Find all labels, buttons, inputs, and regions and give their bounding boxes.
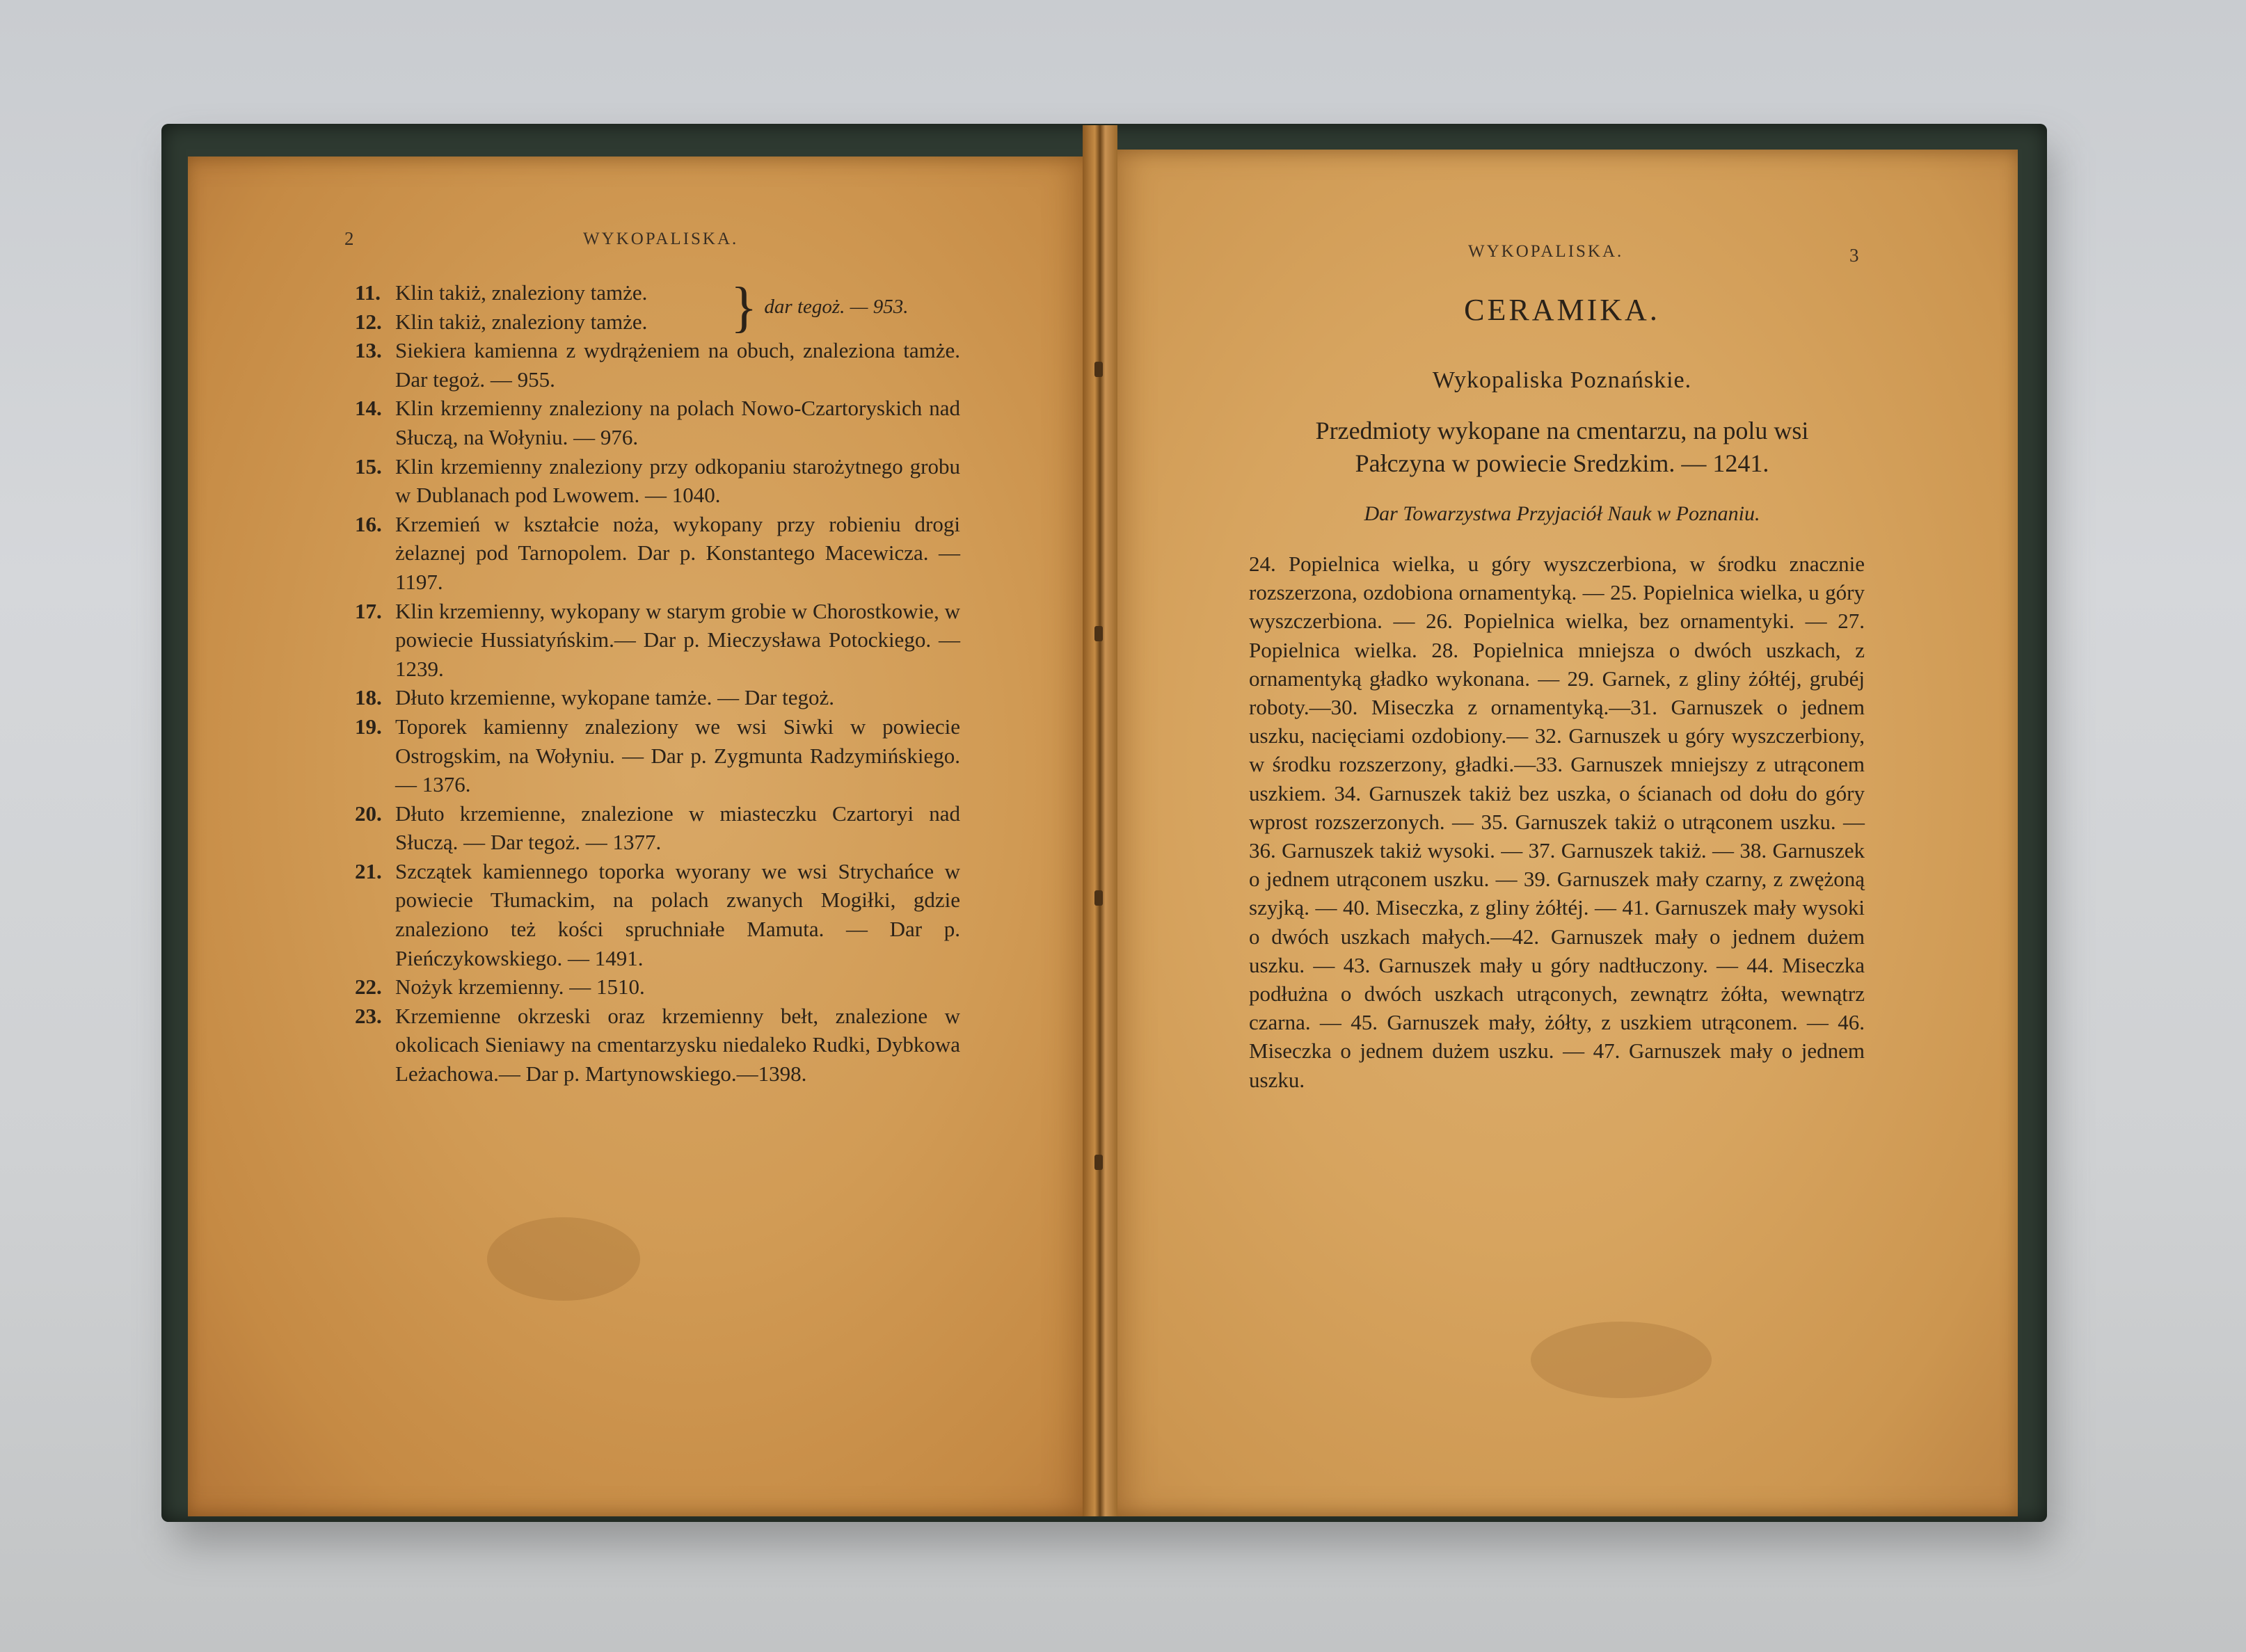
binding-stitch (1094, 1155, 1103, 1170)
list-item: 13. Siekiera kamienna z wydrążeniem na obuch, znaleziona tamże. Dar tegoż. — 955. (355, 338, 960, 392)
section-subtitle: Wykopaliska Poznańskie. (1432, 367, 1692, 393)
page-number-right: 3 (1849, 245, 1859, 266)
section-title: CERAMIKA. (1464, 293, 1660, 327)
list-item: 16. Krzemień w kształcie noża, wykopany przy robieniu drogi żelaznej pod Tarnopolem. Dar p. Konstantego Macewicza. — 1197. (355, 511, 960, 594)
binding-stitch (1094, 890, 1103, 906)
list-item: 17. Klin krzemienny, wykopany w starym grobie w Chorostkowie, w powiecie Hussiatyńskim.— Dar p. Mieczysława Potockiego. — 1239. (355, 598, 960, 681)
binding-stitch (1094, 626, 1103, 641)
paper-stain (487, 1217, 640, 1301)
heading-line-1: Przedmioty wykopane na cmentarzu, na polu wsi (1315, 417, 1809, 444)
list-item: 11. Klin takiż, znaleziony tamże. (355, 280, 648, 305)
list-item: 21. Szczątek kamiennego toporka wyorany we wsi Strychańce w powiecie Tłumackim, na polach zwanych Mogiłki, gdzie znaleziono też kości spruchniałe Mamuta. — Dar p. Pieńczykowskiego. — 1491. (355, 858, 960, 970)
binding-stitch (1094, 362, 1103, 377)
book-gutter (1083, 125, 1117, 1516)
list-item: 18. Dłuto krzemienne, wykopane tamże. — Dar tegoż. (355, 685, 834, 710)
list-item: 22. Nożyk krzemienny. — 1510. (355, 975, 645, 1000)
heading-line-2: Pałczyna w powiecie Sredzkim. — 1241. (1355, 449, 1769, 477)
list-item: 19. Toporek kamienny znaleziony we wsi Siwki w powiecie Ostrogskim, na Wołyniu. — Dar p. Zygmunta Radzymińskiego. — 1376. (355, 714, 960, 797)
catalog-paragraph: 24. Popielnica wielka, u góry wyszczerbiona, w środku znacznie rozszerzona, ozdobiona ornamentyką. — 25. Popielnica wielka, u góry wyszczerbiona. — 26. Popielnica wielka, bez ornamentyki. — 27. Popielnica wielka. 28. Popielnica mniejsza o dwóch uszkach, z ornamentyką gładko wykonana. — 29. Garnek, z gliny żółtéj, grubéj roboty.—30. Miseczka z ornamentyką.—31. Garnuszek o jednem uszku, nacięciami ozdobiony.— 32. Garnuszek u góry wyszczerbiony, w środku rozszerzony, gładki.—33. Garnuszek mniejszy z utrąconem uszkiem. 34. Garnuszek takiż bez uszka, o ścianach od dołu do góry wprost rozszerzonych. — 35. Garnuszek takiż o utrąconem uszku. — 36. Garnuszek takiż wysoki. — 37. Garnuszek takiż. — 38. Garnuszek o jednem utrąconem uszku. — 39. Garnuszek mały czarny, z zwężoną szyjką. — 40. Miseczka, z gliny żółtéj. — 41. Garnuszek mały wysoki o dwóch uszkach małych.—42. Garnuszek mały o jednem dużem uszku. — 43. Garnuszek mały u góry nadtłuczony. — 44. Miseczka podłużna o dwóch uszkach utrąconych, zewnątrz żółta, wewnątrz czarna. — 45. Garnuszek mały, żółty, z uszkiem utrąconem. — 46. Miseczka o jednem dużem uszku. — 47. Garnuszek mały o jednem uszku. (1249, 552, 1865, 1092)
left-entries (355, 278, 960, 1089)
page-number-left: 2 (344, 228, 354, 249)
list-item: 23. Krzemienne okrzeski oraz krzemienny bełt, znalezione w okolicach Sieniawy na cmentarzysku niedaleko Rudki, Dybkowa Leżachowa.— Dar p. Martynowskiego.—1398. (355, 1003, 960, 1086)
running-head-right: WYKOPALISKA. (1468, 242, 1624, 261)
list-item: 12. Klin takiż, znaleziony tamże. (355, 309, 648, 334)
list-item: 14. Klin krzemienny znaleziony na polach Nowo-Czartoryskich nad Słuczą, na Wołyniu. — 976. (355, 396, 960, 449)
brace-note: } dar tegoż. — 953. (731, 277, 909, 338)
list-item: 15. Klin krzemienny znaleziony przy odkopaniu starożytnego grobu w Dublanach pod Lwowem. — 1040. (355, 454, 960, 508)
running-head-left: WYKOPALISKA. (583, 230, 739, 248)
paper-stain (1531, 1322, 1712, 1398)
donor-line: Dar Towarzystwa Przyjaciół Nauk w Poznaniu. (1364, 502, 1760, 525)
list-item: 20. Dłuto krzemienne, znalezione w miasteczku Czartoryi nad Słuczą. — Dar tegoż. — 1377. (355, 801, 960, 855)
